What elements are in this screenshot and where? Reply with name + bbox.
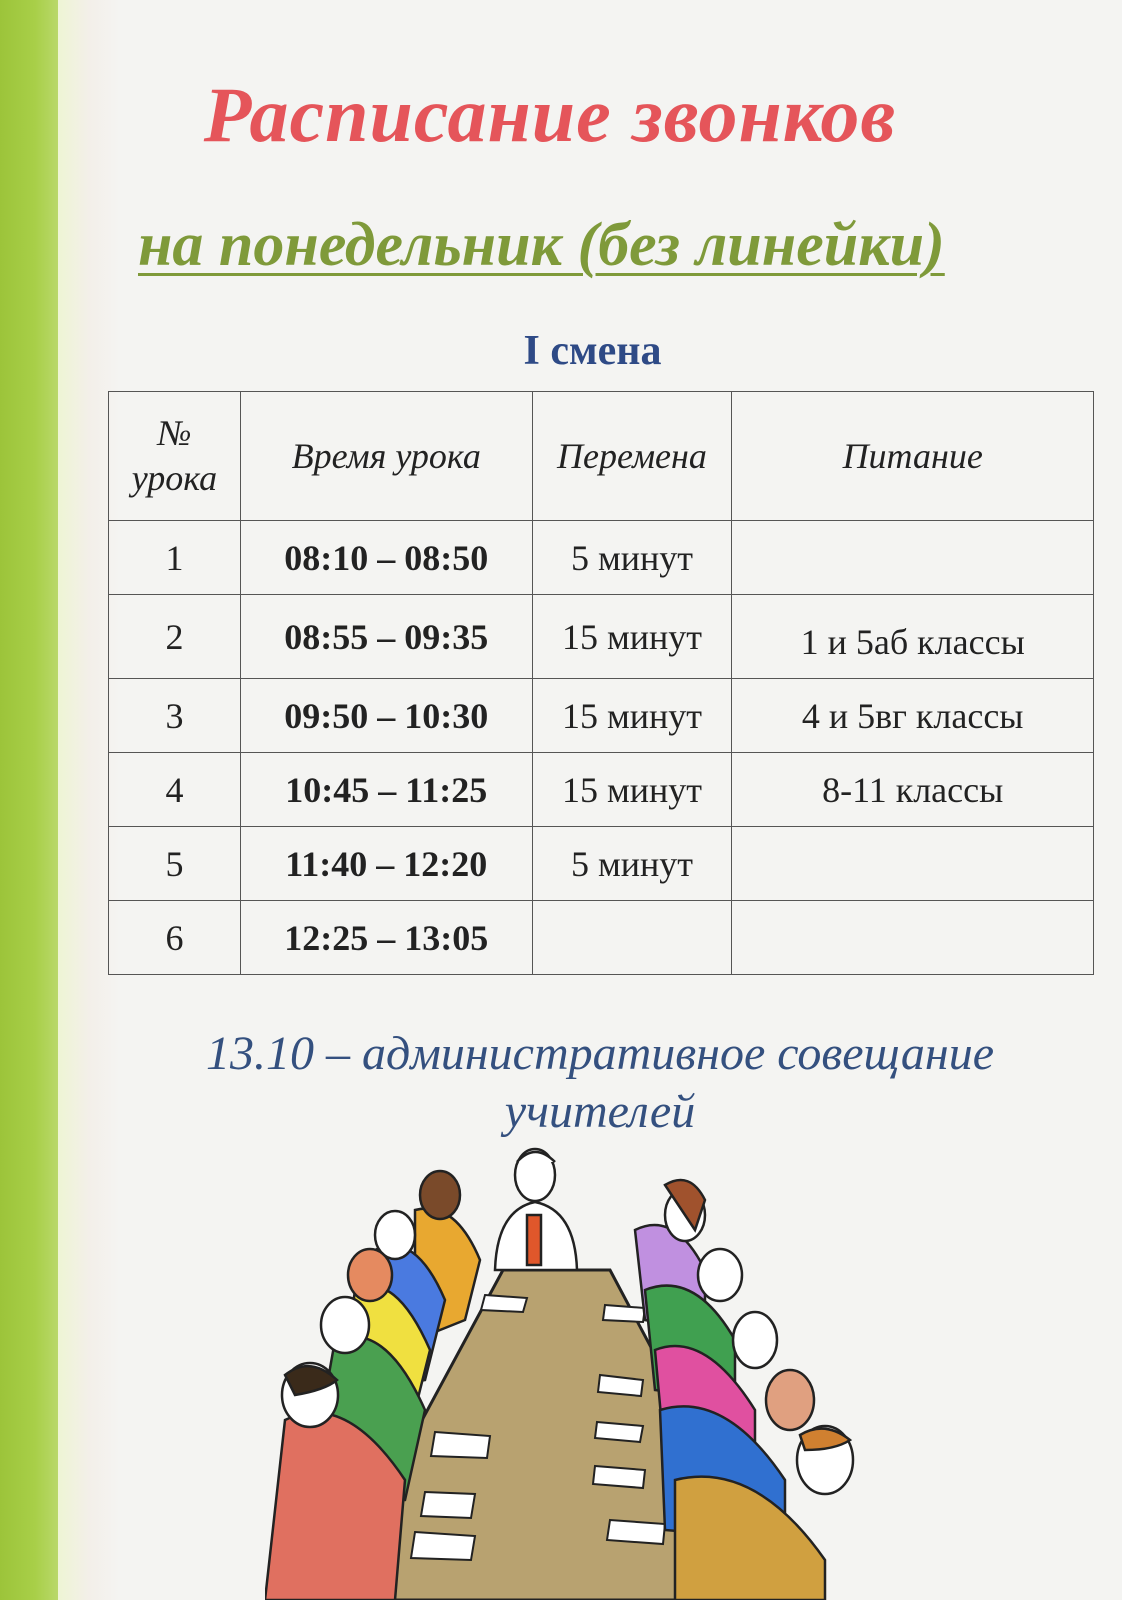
table-row [109, 753, 1094, 827]
header-num-word: урока [131, 458, 218, 498]
meal-classes: 1 и 5аб классы [732, 595, 1094, 679]
meeting-note-line2: учителей [504, 1085, 696, 1138]
meeting-note-line1: 13.10 – административное совещание [205, 1027, 995, 1080]
lesson-number: 3 [109, 679, 241, 753]
paper-left-4 [411, 1532, 475, 1560]
paper-left-3 [421, 1492, 475, 1518]
lesson-time: 10:45 – 11:25 [240, 753, 532, 827]
break-duration: 15 минут [532, 595, 732, 679]
header-break: Перемена [532, 392, 732, 521]
table-row [109, 901, 1094, 975]
head-teacher-figure [495, 1149, 577, 1270]
break-duration [532, 901, 732, 975]
page-title: Расписание звонков [203, 71, 897, 158]
paper-left-2 [431, 1432, 490, 1458]
lesson-number: 2 [109, 595, 241, 679]
lesson-number: 1 [109, 521, 241, 595]
lesson-time: 08:10 – 08:50 [240, 521, 532, 595]
header-lesson-time: Время урока [240, 392, 532, 521]
header-meal: Питание [732, 392, 1094, 521]
table-row [109, 679, 1094, 753]
meal-classes [732, 901, 1094, 975]
bell-schedule-table [108, 391, 1094, 975]
table-row [109, 595, 1094, 679]
table-row [109, 827, 1094, 901]
teachers-meeting-illustration [265, 1140, 865, 1600]
lesson-time: 11:40 – 12:20 [240, 827, 532, 901]
meeting-note [120, 1025, 1080, 1141]
table-header-row [109, 392, 1094, 521]
header-num-symbol: № [157, 413, 192, 453]
lesson-number: 5 [109, 827, 241, 901]
lesson-number: 4 [109, 753, 241, 827]
page-subtitle: на понедельник (без линейки) [138, 211, 945, 279]
break-duration: 5 минут [532, 521, 732, 595]
meal-classes: 8-11 классы [732, 753, 1094, 827]
break-duration: 15 минут [532, 753, 732, 827]
lesson-time: 08:55 – 09:35 [240, 595, 532, 679]
paper-right-1 [603, 1305, 645, 1322]
meal-classes [732, 827, 1094, 901]
lesson-time: 12:25 – 13:05 [240, 901, 532, 975]
paper-right-5 [607, 1520, 665, 1544]
break-duration: 5 минут [532, 827, 732, 901]
lesson-time: 09:50 – 10:30 [240, 679, 532, 753]
table-row [109, 521, 1094, 595]
header-lesson-number [109, 392, 241, 521]
break-duration: 15 минут [532, 679, 732, 753]
shift-heading: I смена [523, 328, 662, 374]
meal-classes [732, 521, 1094, 595]
paper-right-4 [593, 1466, 645, 1488]
lesson-number: 6 [109, 901, 241, 975]
paper-left-1 [481, 1295, 527, 1312]
decorative-green-stripe [0, 0, 58, 1600]
paper-right-3 [595, 1422, 643, 1442]
meal-classes: 4 и 5вг классы [732, 679, 1094, 753]
